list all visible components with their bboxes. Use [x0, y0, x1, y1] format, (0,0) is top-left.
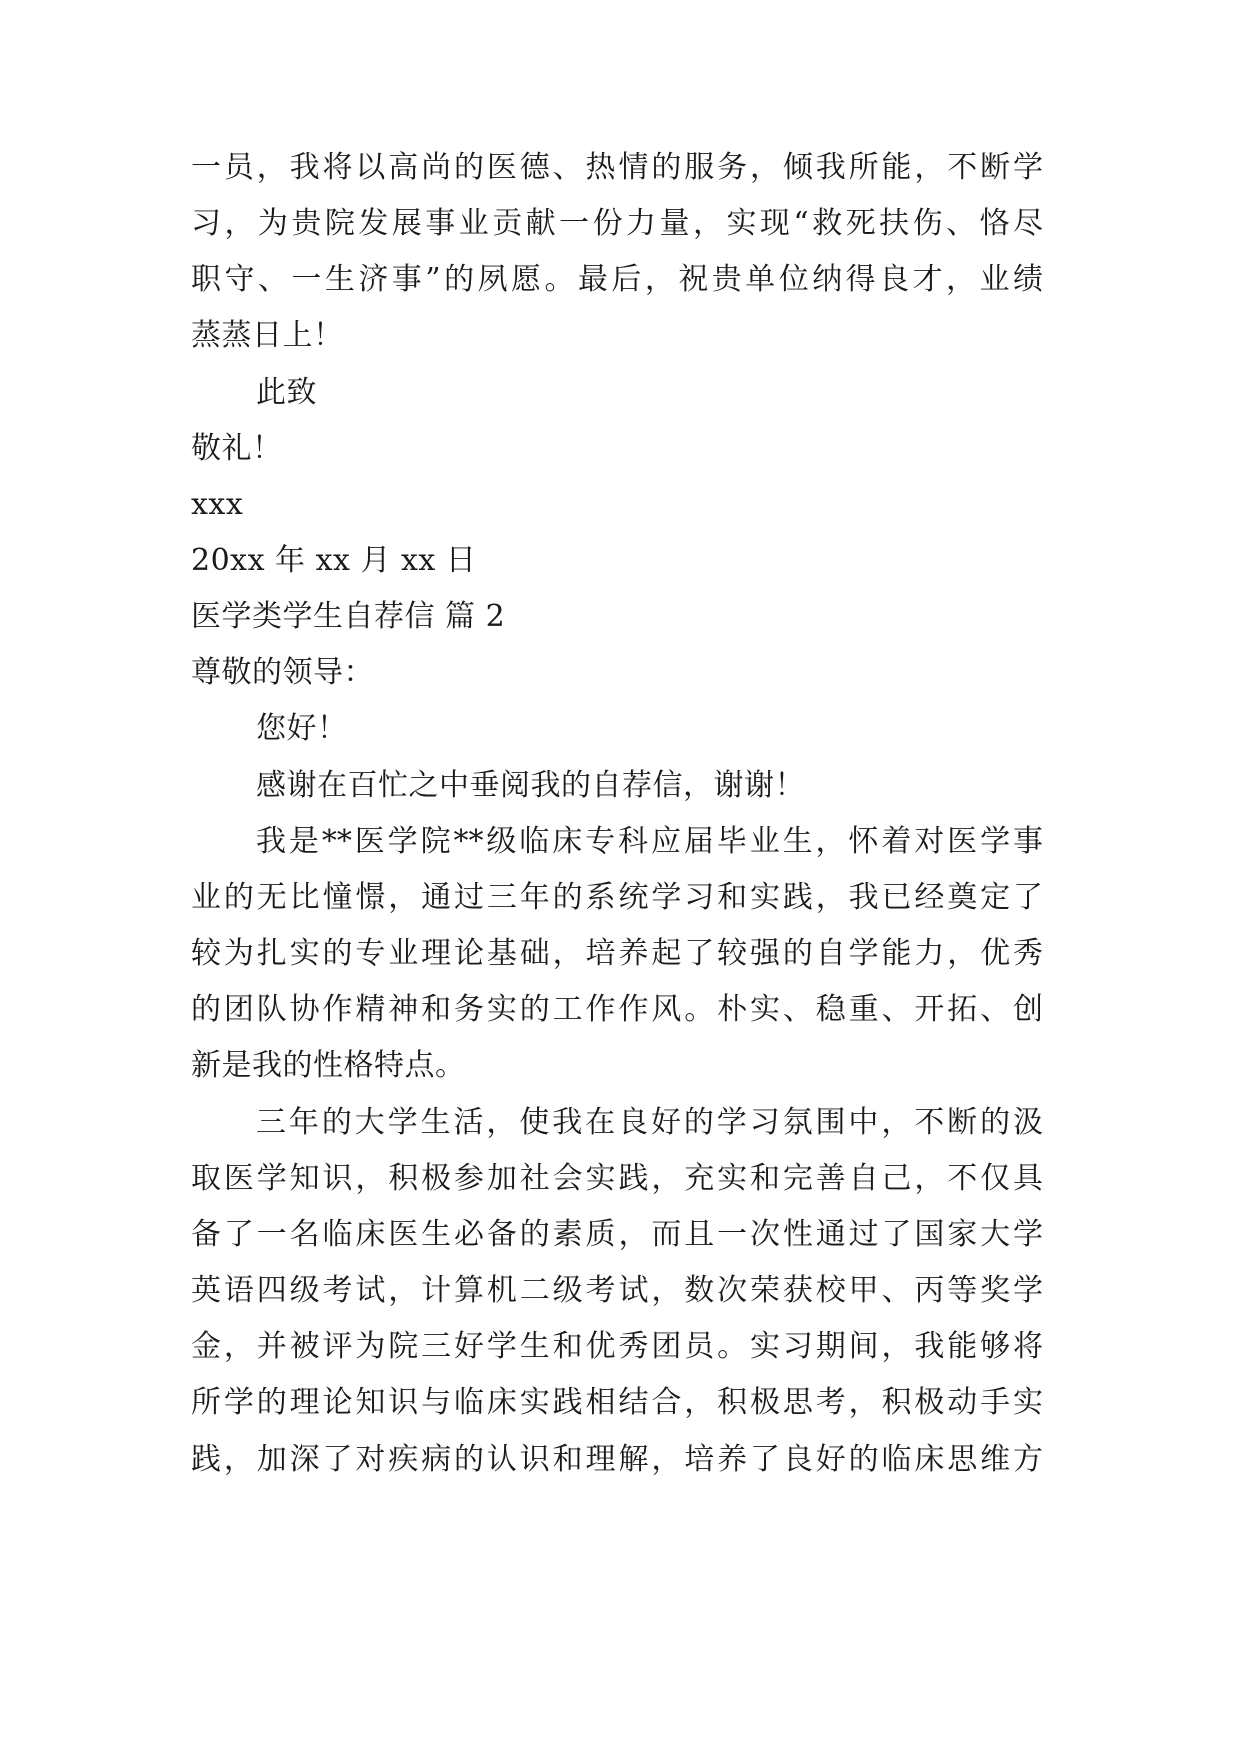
section-title: 医学类学生自荐信 篇 2 [191, 599, 506, 634]
body-line-4: 蒸蒸日上！ [191, 318, 344, 353]
body-line-3: 职守、一生济事”的夙愿。最后，祝贵单位纳得良才，业绩 [191, 262, 1043, 297]
greeting-recipient: 尊敬的领导： [191, 655, 374, 690]
body-line-1: 一员，我将以高尚的医德、热情的服务，倾我所能，不断学 [191, 150, 1043, 185]
greeting-hello: 您好！ [256, 711, 348, 746]
body-line-19: 取医学知识，积极参加社会实践，充实和完善自己，不仅具 [191, 1161, 1043, 1196]
body-line-20: 备了一名临床医生必备的素质，而且一次性通过了国家大学 [191, 1217, 1043, 1252]
closing-salutation: 此致 [256, 375, 317, 410]
body-line-21: 英语四级考试，计算机二级考试，数次荣获校甲、丙等奖学 [191, 1273, 1043, 1308]
body-line-18: 三年的大学生活，使我在良好的学习氛围中，不断的汲 [256, 1105, 1043, 1140]
body-line-2: 习，为贵院发展事业贡献一份力量，实现“救死扶伤、恪尽 [191, 206, 1043, 241]
body-line-14: 业的无比憧憬，通过三年的系统学习和实践，我已经奠定了 [191, 880, 1043, 915]
thanks-line: 感谢在百忙之中垂阅我的自荐信，谢谢！ [256, 768, 805, 803]
body-line-23: 所学的理论知识与临床实践相结合，积极思考，积极动手实 [191, 1385, 1043, 1420]
signature-name: xxx [191, 487, 244, 522]
body-line-16: 的团队协作精神和务实的工作作风。朴实、稳重、开拓、创 [191, 992, 1043, 1027]
body-line-15: 较为扎实的专业理论基础，培养起了较强的自学能力，优秀 [191, 936, 1043, 971]
body-line-17: 新是我的性格特点。 [191, 1048, 466, 1083]
body-line-13: 我是**医学院**级临床专科应届毕业生，怀着对医学事 [256, 824, 1043, 859]
body-line-24: 践，加深了对疾病的认识和理解，培养了良好的临床思维方 [191, 1442, 1043, 1477]
signature-date: 20xx 年 xx 月 xx 日 [191, 543, 477, 578]
closing-regards: 敬礼！ [191, 431, 283, 466]
body-line-22: 金，并被评为院三好学生和优秀团员。实习期间，我能够将 [191, 1329, 1043, 1364]
